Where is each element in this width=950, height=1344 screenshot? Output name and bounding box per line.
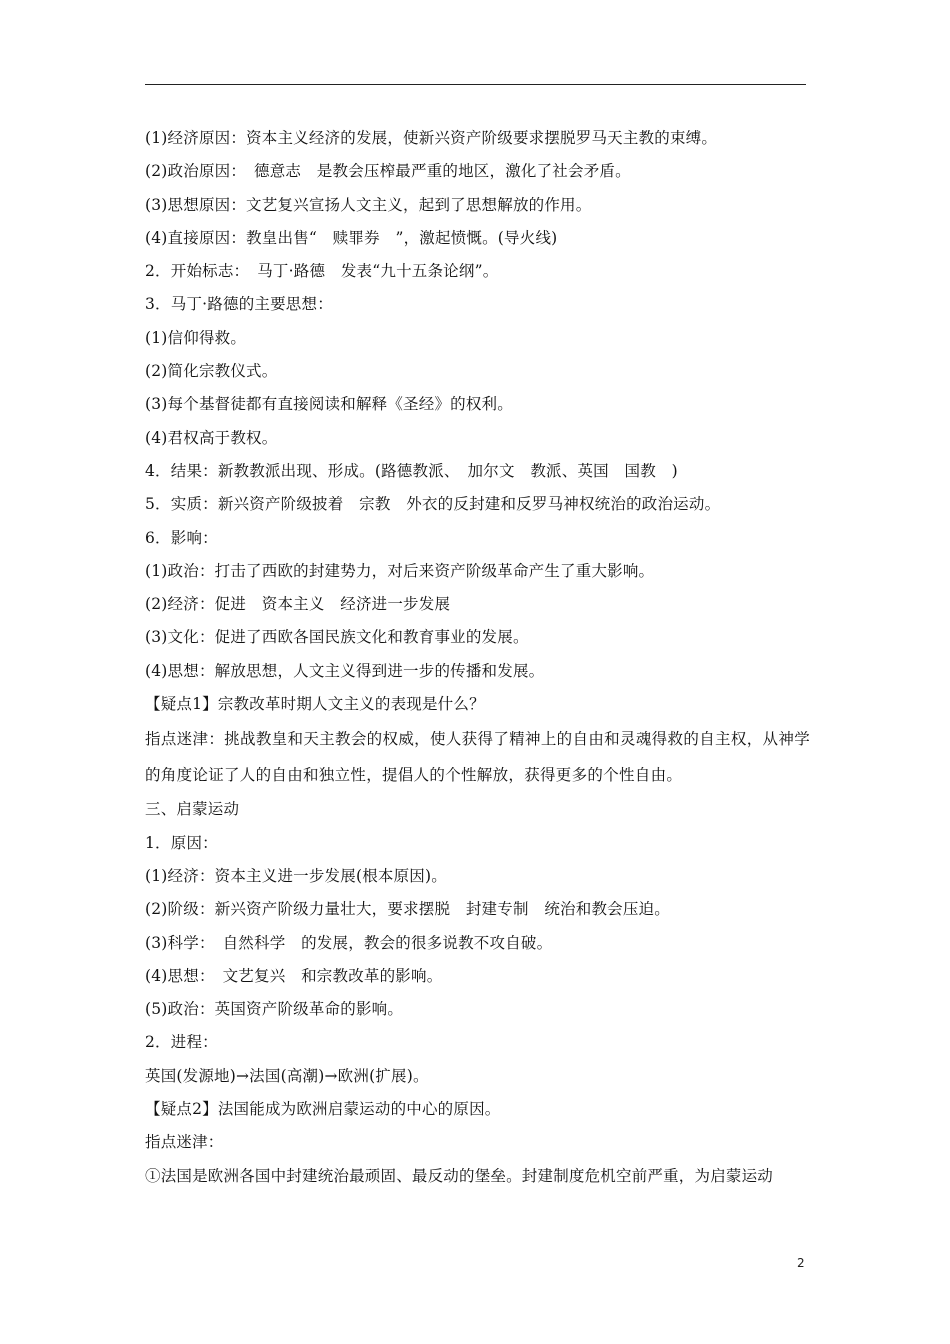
process-heading: 2．进程： [145, 1033, 218, 1052]
luther-thought-heading: 3．马丁·路德的主要思想： [145, 295, 333, 314]
cause-economy: (1)经济：资本主义进一步发展(根本原因)。 [145, 866, 447, 885]
econ-cause: (1)经济原因：资本主义经济的发展，使新兴资产阶级要求摆脱罗马天主教的束缚。 [145, 129, 718, 147]
cause-thought: (4)思想： 文艺复兴 和宗教改革的影响。 [145, 966, 443, 985]
section-enlightenment: 三、启蒙运动 [145, 800, 240, 819]
cause-science: (3)科学： 自然科学 的发展，教会的很多说教不攻自破。 [145, 933, 553, 952]
document-body [145, 122, 810, 1193]
politic-cause: (2)政治原因： 德意志 是教会压榨最严重的地区，激化了社会矛盾。 [145, 162, 631, 181]
cause-class: (2)阶级：新兴资产阶级力量壮大，要求摆脱 封建专制 统治和教会压迫。 [145, 900, 670, 919]
result: 4．结果：新教教派出现、形成。(路德教派、 加尔文 教派、英国 国教 ) [145, 461, 678, 480]
doubt-2-question: 【疑点2】法国能成为欧洲启蒙运动的中心的原因。 [145, 1100, 501, 1119]
influence-1: (1)政治：打击了西欧的封建势力，对后来资产阶级革命产生了重大影响。 [145, 561, 655, 580]
cause-politics: (5)政治：英国资产阶级革命的影响。 [145, 1000, 404, 1019]
luther-thought-4: (4)君权高于教权。 [145, 428, 278, 447]
doubt-1-question: 【疑点1】宗教改革时期人文主义的表现是什么？ [145, 695, 485, 714]
influence-4: (4)思想：解放思想，人文主义得到进一步的传播和发展。 [145, 661, 545, 680]
thought-cause: (3)思想原因：文艺复兴宣扬人文主义，起到了思想解放的作用。 [145, 195, 592, 214]
doubt-2-guide: 指点迷津： [145, 1133, 224, 1152]
doubt-1-answer: 指点迷津：挑战教皇和天主教会的权威，使人获得了精神上的自由和灵魂得救的自主权，从神学的角度论证了人的自由和独立性，提倡人的个性解放，获得更多的个性自由。 [145, 730, 810, 785]
process-flow: 英国(发源地)→法国(高潮)→欧洲(扩展)。 [145, 1066, 429, 1085]
influence-2: (2)经济：促进 资本主义 经济进一步发展 [145, 595, 451, 614]
header-rule [145, 84, 806, 85]
influence-3: (3)文化：促进了西欧各国民族文化和教育事业的发展。 [145, 628, 529, 647]
influence-heading: 6．影响： [145, 528, 218, 547]
luther-thought-2: (2)简化宗教仪式。 [145, 362, 278, 381]
direct-cause: (4)直接原因：教皇出售“ 赎罪券 ”，激起愤慨。(导火线) [145, 228, 558, 247]
luther-thought-3: (3)每个基督徒都有直接阅读和解释《圣经》的权利。 [145, 395, 513, 414]
doubt-2-reason-1: ①法国是欧洲各国中封建统治最顽固、最反动的堡垒。封建制度危机空前严重，为启蒙运动 [145, 1166, 774, 1185]
luther-thought-1: (1)信仰得救。 [145, 328, 247, 347]
causes-heading: 1．原因： [145, 833, 218, 852]
start-sign: 2．开始标志： 马丁·路德 发表“九十五条论纲”。 [145, 262, 499, 281]
essence: 5．实质：新兴资产阶级披着 宗教 外衣的反封建和反罗马神权统治的政治运动。 [145, 495, 721, 514]
page-number: 2 [797, 1256, 805, 1270]
